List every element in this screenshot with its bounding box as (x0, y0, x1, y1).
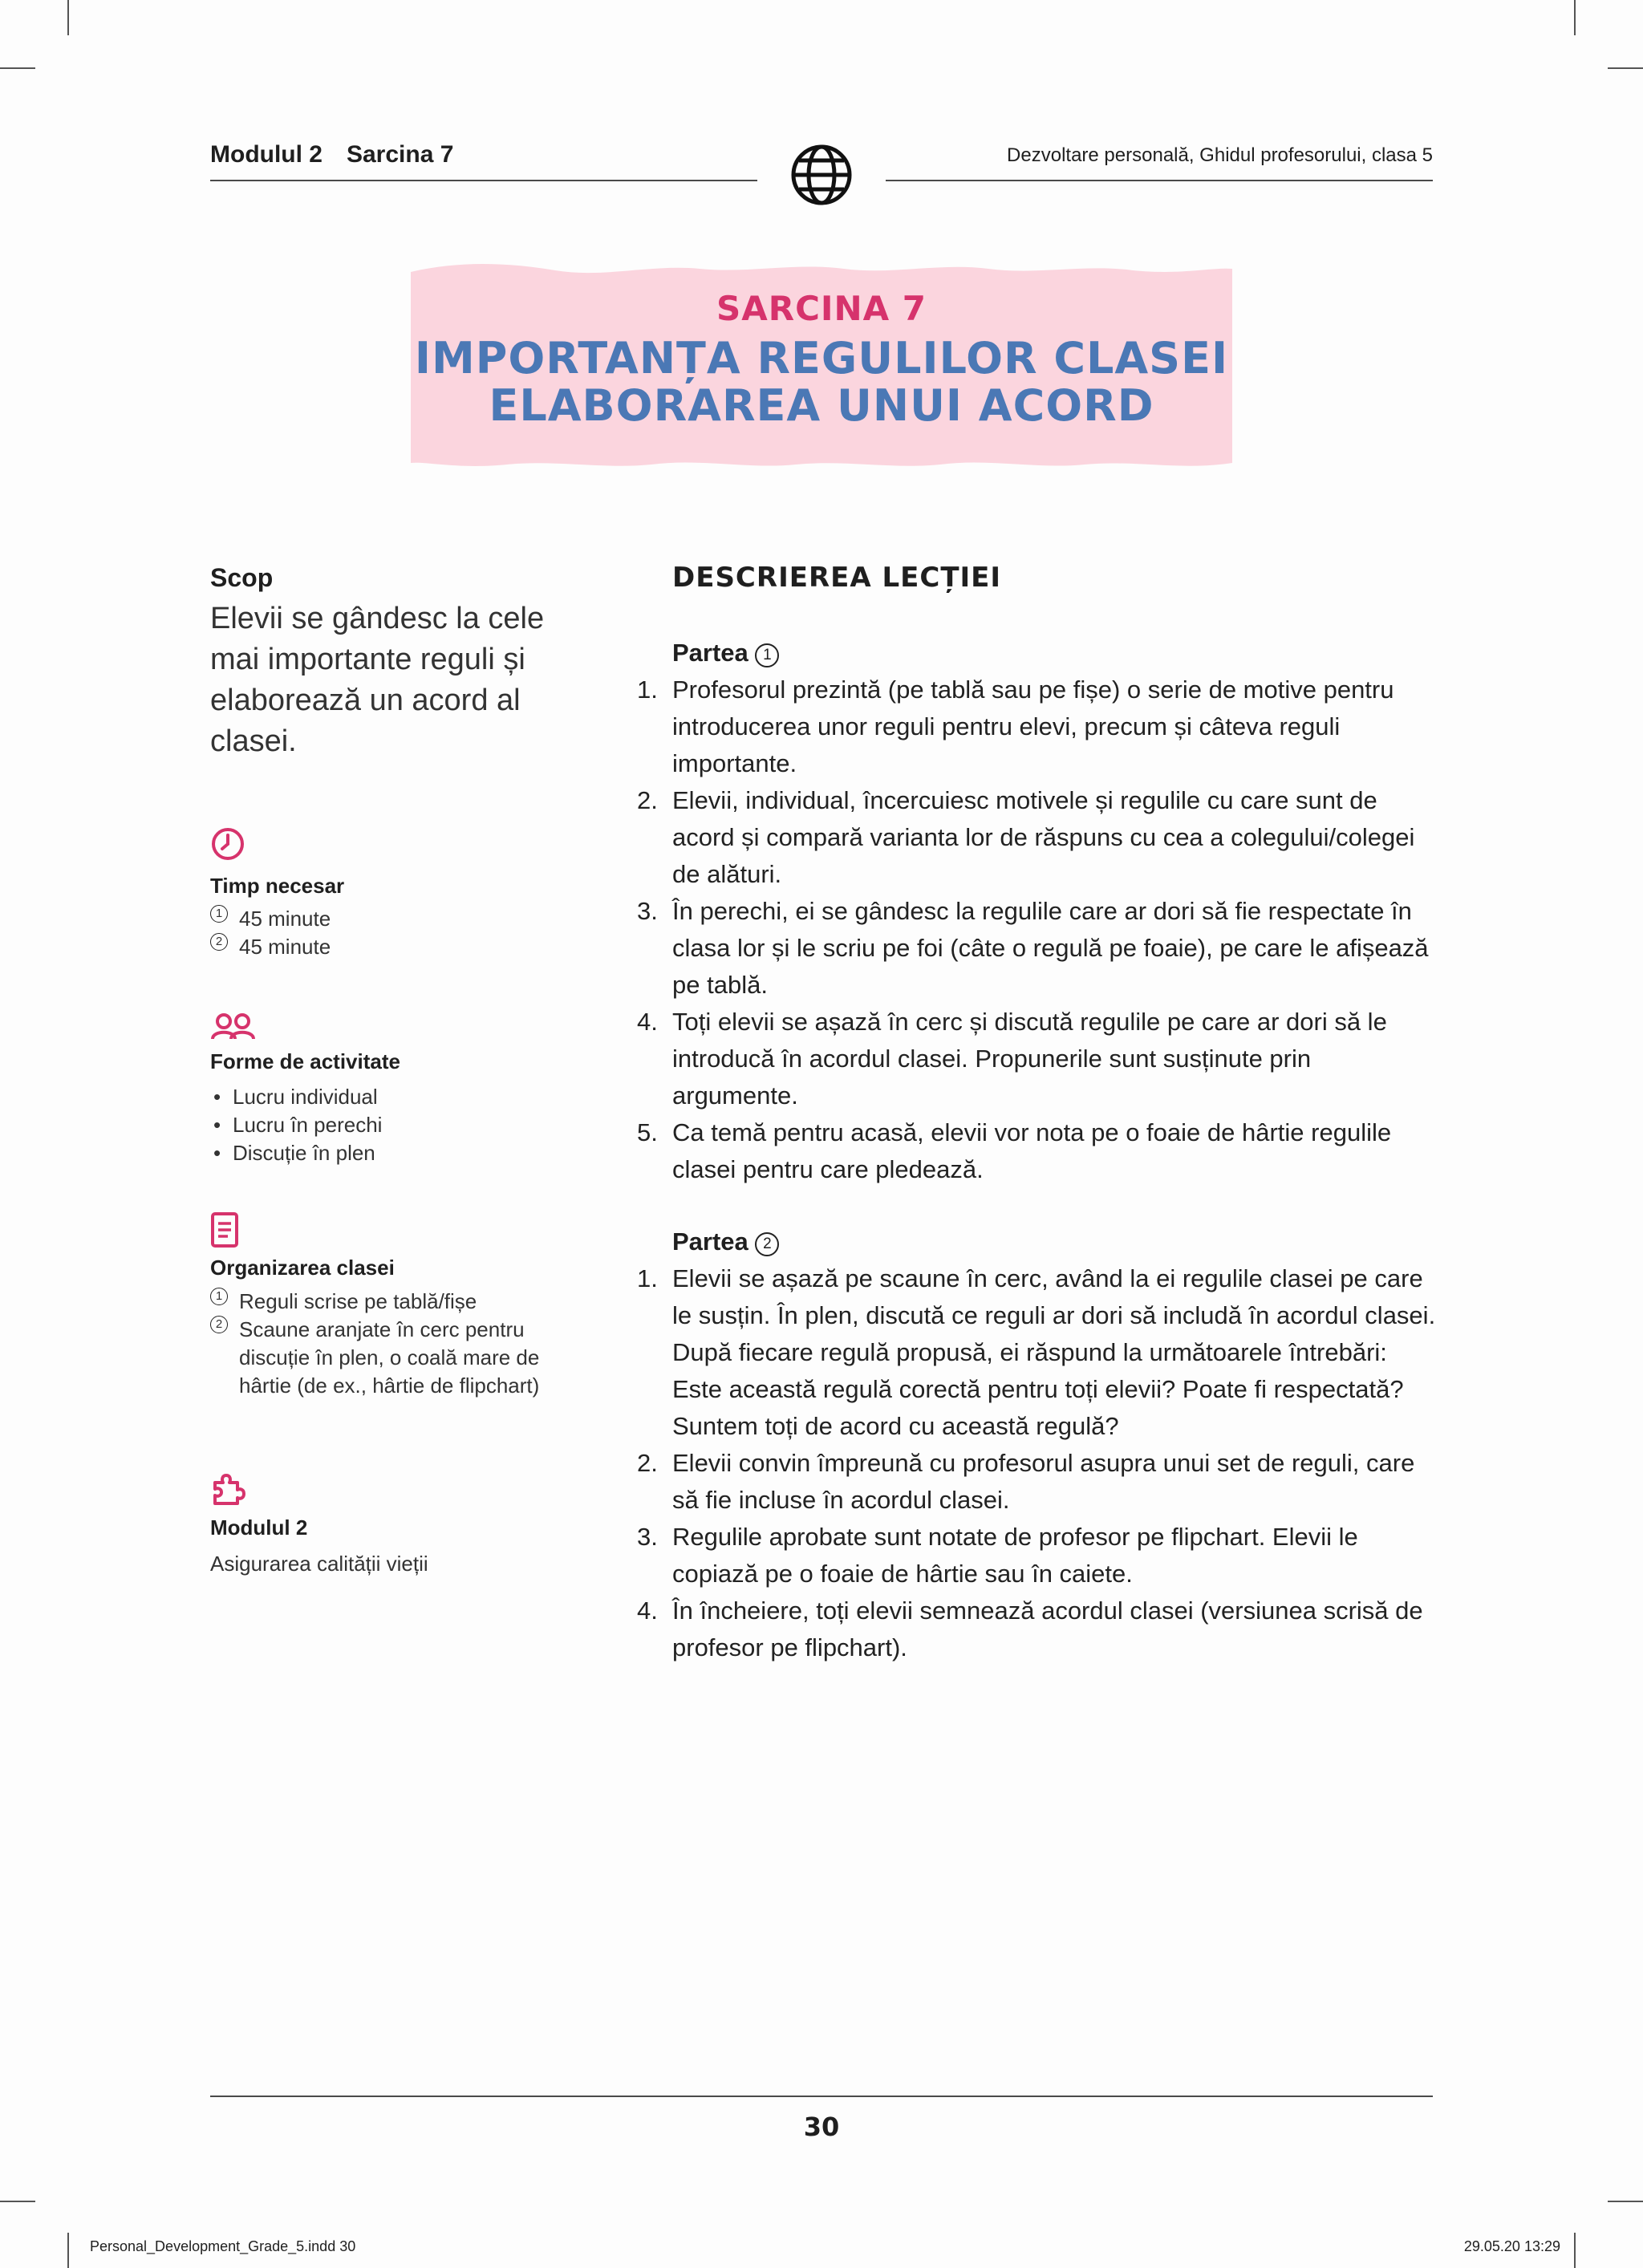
banner-title (411, 335, 1232, 430)
crop-mark (1608, 67, 1643, 69)
time-item-text: 45 minute (239, 935, 331, 959)
crop-mark (67, 0, 69, 35)
clock-icon (210, 826, 245, 866)
document-icon (210, 1211, 239, 1252)
header-module: Modulul 2 (210, 141, 323, 168)
header-rule-right (886, 180, 1433, 181)
organization-item-text: Reguli scrise pe tablă/fișe (239, 1289, 477, 1313)
step-text: Elevii, individual, încercuiesc motivele și regulile cu care sunt de acord și compară varianta lor de răspuns cu cea a colegului/colegei de alături. (672, 786, 1415, 888)
number-circle: 1 (210, 905, 228, 923)
number-circle: 2 (755, 1232, 779, 1256)
module-text: Asigurarea calității vieții (210, 1552, 428, 1576)
number-circle: 1 (210, 1288, 228, 1305)
banner-subtitle: SARCINA 7 (716, 289, 927, 328)
header-module-task (210, 141, 453, 168)
crop-mark (1574, 0, 1576, 35)
step-item: 2. Elevii, individual, încercuiesc motivele și regulile cu care sunt de acord și compară varianta lor de răspuns cu cea a colegului/colegei de alături. (637, 786, 1415, 888)
lesson-description-heading: DESCRIEREA LECȚIEI (672, 562, 1002, 594)
organization-item (210, 1288, 555, 1316)
step-text: Regulile aprobate sunt notate de profesor pe flipchart. Elevii le copiază pe o foaie de hârtie sau în caiete. (672, 1523, 1358, 1588)
part-label: Partea (672, 639, 748, 667)
crop-mark (1574, 2233, 1576, 2268)
forms-item: • Lucru în perechi (210, 1111, 563, 1139)
step-item: 3. În perechi, ei se gândesc la regulile care ar dori să fie respectate în clasa lor și le scriu pe foi (câte o regulă pe foaie), pe care le afișează pe tablă. (637, 897, 1429, 999)
part-2-heading (672, 1227, 779, 1256)
organization-list (210, 1288, 555, 1400)
header-rule-left (210, 180, 757, 181)
crop-mark (0, 2201, 35, 2202)
scope-text: Elevii se gândesc la cele mai importante reguli și elaborează un acord al clasei. (210, 602, 545, 758)
footer-rule (210, 2096, 1433, 2097)
header-task: Sarcina 7 (346, 141, 454, 168)
organization-item-text: Scaune aranjate în cerc pentru discuție în plen, o coală mare de hârtie (de ex., hârtie de flipchart) (239, 1317, 540, 1398)
step-item: 2. Elevii convin împreună cu profesorul asupra unui set de reguli, care să fie incluse în acordul clasei. (637, 1449, 1415, 1514)
time-item-text: 45 minute (239, 907, 331, 931)
time-heading: Timp necesar (210, 874, 345, 898)
puzzle-icon (210, 1471, 245, 1511)
header-book-title: Dezvoltare personală, Ghidul profesorului, clasa 5 (1007, 144, 1433, 166)
forms-item: • Lucru individual (210, 1083, 563, 1111)
time-item (210, 905, 563, 933)
group-icon (210, 1012, 258, 1045)
title-banner (411, 261, 1232, 471)
time-item (210, 933, 563, 961)
organization-item (210, 1316, 555, 1400)
globe-icon (789, 143, 854, 207)
module-heading: Modulul 2 (210, 1515, 308, 1540)
forms-item: • Discuție în plen (210, 1139, 563, 1167)
organization-heading: Organizarea clasei (210, 1256, 395, 1280)
forms-list (210, 1083, 563, 1167)
number-circle: 2 (210, 933, 228, 951)
page-number: 30 (803, 2112, 840, 2142)
step-item: 3. Regulile aprobate sunt notate de profesor pe flipchart. Elevii le copiază pe o foaie de hârtie sau în caiete. (637, 1523, 1358, 1588)
footer-date: 29.05.20 13:29 (1463, 2238, 1560, 2254)
step-text: Elevii se așază pe scaune în cerc, având la ei regulile clasei pe care le susțin. În plen, discută ce reguli ar dori să includă în acordul clasei. După fiecare regulă propusă, ei răspund la următoarele întrebări: Este această regulă corectă pentru toți elevii? Poate fi respectată? Suntem toți de acord cu această regulă? (672, 1264, 1436, 1440)
time-list (210, 905, 563, 961)
step-item: 1. Profesorul prezintă (pe tablă sau pe fișe) o serie de motive pentru introducerea unor reguli pentru elevi, precum și câteva reguli importante. (637, 676, 1394, 777)
step-text: Ca temă pentru acasă, elevii vor nota pe o foaie de hârtie regulile clasei pentru care pledează. (672, 1118, 1392, 1183)
step-item: 5. Ca temă pentru acasă, elevii vor nota pe o foaie de hârtie regulile clasei pentru care pledează. (637, 1118, 1392, 1183)
number-circle: 2 (210, 1316, 228, 1333)
step-item: 1. Elevii se așază pe scaune în cerc, având la ei regulile clasei pe care le susțin. În plen, discută ce reguli ar dori să includă în acordul clasei. După fiecare regulă propusă, ei răspund la următoarele întrebări: Este această regulă corectă pentru toți elevii? Poate fi respectată? Suntem toți de acord cu această regulă? (637, 1264, 1436, 1440)
crop-mark (1608, 2201, 1643, 2202)
step-text: Elevii convin împreună cu profesorul asupra unui set de reguli, care să fie incluse în acordul clasei. (672, 1449, 1415, 1514)
part-1-steps (637, 671, 1439, 1188)
step-text: În perechi, ei se gândesc la regulile care ar dori să fie respectate în clasa lor și le scriu pe foi (câte o regulă pe foaie), pe care le afișează pe tablă. (672, 897, 1429, 999)
banner-title-line-1: IMPORTANȚA REGULILOR CLASEI (414, 333, 1229, 383)
step-item: 4. În încheiere, toți elevii semnează acordul clasei (versiunea scrisă de profesor pe flipchart). (637, 1597, 1423, 1661)
step-text: Profesorul prezintă (pe tablă sau pe fișe) o serie de motive pentru introducerea unor reguli pentru elevi, precum și câteva reguli importante. (672, 676, 1394, 777)
step-text: Toți elevii se așază în cerc și discută regulile pe care ar dori să le introducă în acordul clasei. Propunerile sunt susținute prin argumente. (672, 1008, 1387, 1110)
scope-heading: Scop (210, 563, 274, 592)
banner-title-line-2: ELABORAREA UNUI ACORD (489, 380, 1154, 432)
part-2-steps (637, 1260, 1439, 1666)
footer-file-name: Personal_Development_Grade_5.indd 30 (90, 2238, 356, 2254)
crop-mark (67, 2233, 69, 2268)
forms-heading: Forme de activitate (210, 1049, 400, 1073)
part-1-heading (672, 639, 779, 667)
part-label: Partea (672, 1227, 748, 1256)
number-circle: 1 (755, 643, 779, 667)
step-text: În încheiere, toți elevii semnează acordul clasei (versiunea scrisă de profesor pe flipchart). (672, 1597, 1423, 1661)
step-item: 4. Toți elevii se așază în cerc și discută regulile pe care ar dori să le introducă în acordul clasei. Propunerile sunt susținute prin argumente. (637, 1008, 1387, 1110)
crop-mark (0, 67, 35, 69)
